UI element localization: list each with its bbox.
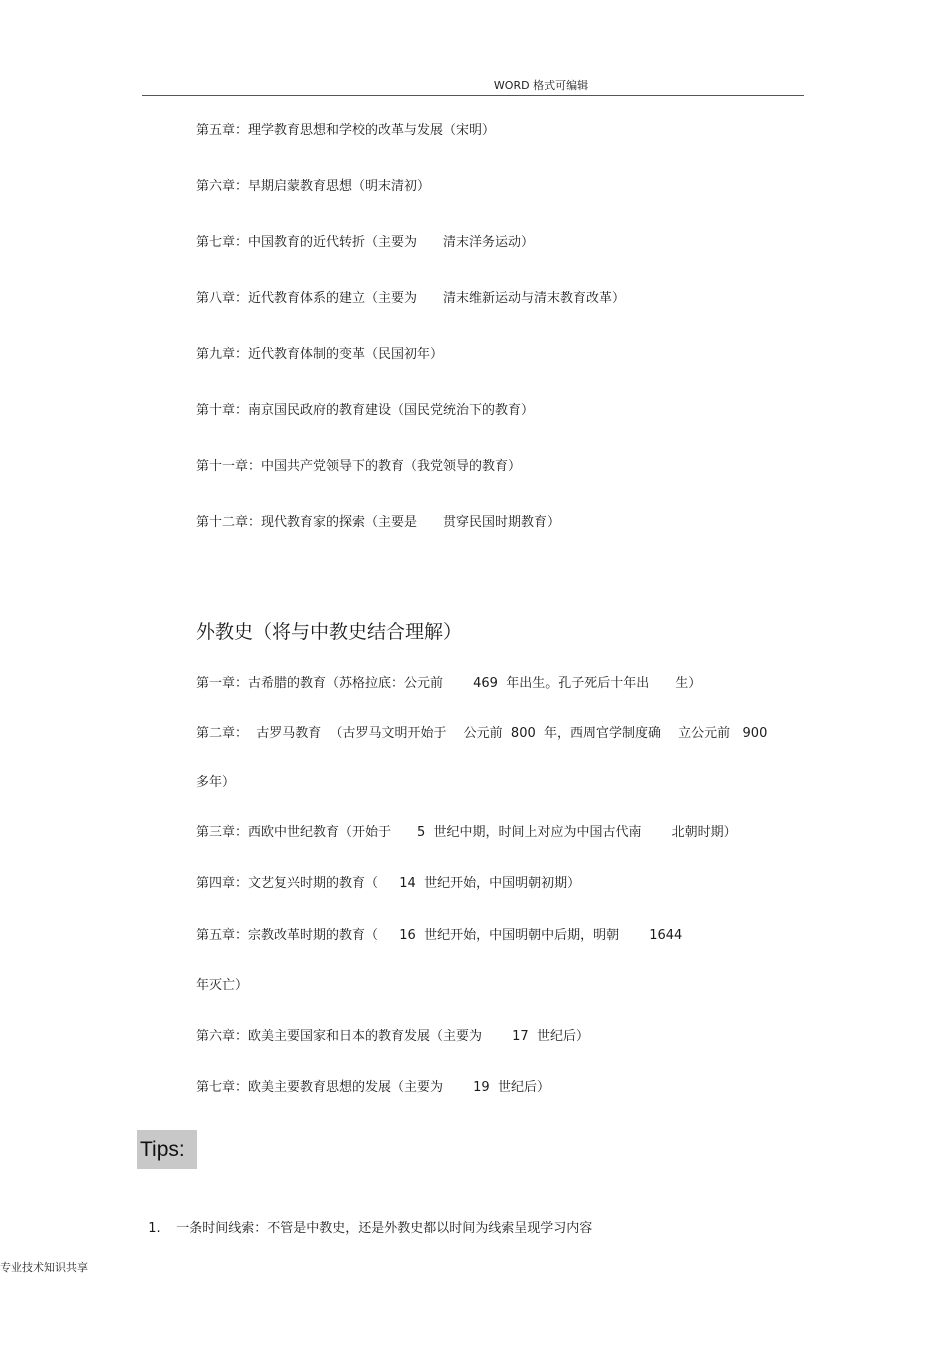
chapter-line: 第六章：早期启蒙教育思想（明末清初） <box>196 179 431 194</box>
chapter-line: 第八章：近代教育体系的建立（主要为 清末维新运动与清末教育改革） <box>196 291 626 306</box>
chapter-line: 第五章：理学教育思想和学校的改革与发展（宋明） <box>196 123 496 138</box>
chapter-line: 第三章：西欧中世纪教育（开始于 5 世纪中期，时间上对应为中国古代南 北朝时期） <box>196 825 737 840</box>
chapter-line: 第一章：古希腊的教育（苏格拉底：公元前 469 年出生。孔子死后十年出 生） <box>196 676 702 691</box>
chapter-line: 第七章：欧美主要教育思想的发展（主要为 19 世纪后） <box>196 1080 550 1095</box>
chapter-line: 第七章：中国教育的近代转折（主要为 清末洋务运动） <box>196 235 535 250</box>
tip-text: 一条时间线索：不管是中教史，还是外教史都以时间为线索呈现学习内容 <box>176 1221 593 1236</box>
page-footer: 专业技术知识共享 <box>0 1261 88 1274</box>
chapter-line: 第二章： 古罗马教育 （古罗马文明开始于 公元前 800 年，西周官学制度确 立公元前 900 <box>196 726 768 741</box>
page-header: WORD 格式可编辑 <box>493 79 589 92</box>
chapter-line: 第九章：近代教育体制的变革（民国初年） <box>196 347 444 362</box>
tip-number: 1. <box>148 1221 161 1236</box>
chapter-line: 第五章：宗教改革时期的教育（ 16 世纪开始，中国明朝中后期，明朝 1644 <box>196 928 683 943</box>
tip-item <box>140 1202 592 1238</box>
tips-label: Tips: <box>137 1130 197 1169</box>
chapter-line: 第十一章：中国共产党领导下的教育（我党领导的教育） <box>196 459 522 474</box>
chapter-line: 第六章：欧美主要国家和日本的教育发展（主要为 17 世纪后） <box>196 1029 589 1044</box>
section-heading: 外教史（将与中教史结合理解） <box>196 621 463 643</box>
chapter-line: 第十二章：现代教育家的探索（主要是 贯穿民国时期教育） <box>196 515 561 530</box>
chapter-line: 第十章：南京国民政府的教育建设（国民党统治下的教育） <box>196 403 535 418</box>
chapter-line: 第四章：文艺复兴时期的教育（ 14 世纪开始，中国明朝初期） <box>196 876 581 891</box>
chapter-line-continuation: 多年） <box>196 775 236 790</box>
chapter-line-continuation: 年灭亡） <box>196 978 249 993</box>
header-divider <box>142 95 804 96</box>
